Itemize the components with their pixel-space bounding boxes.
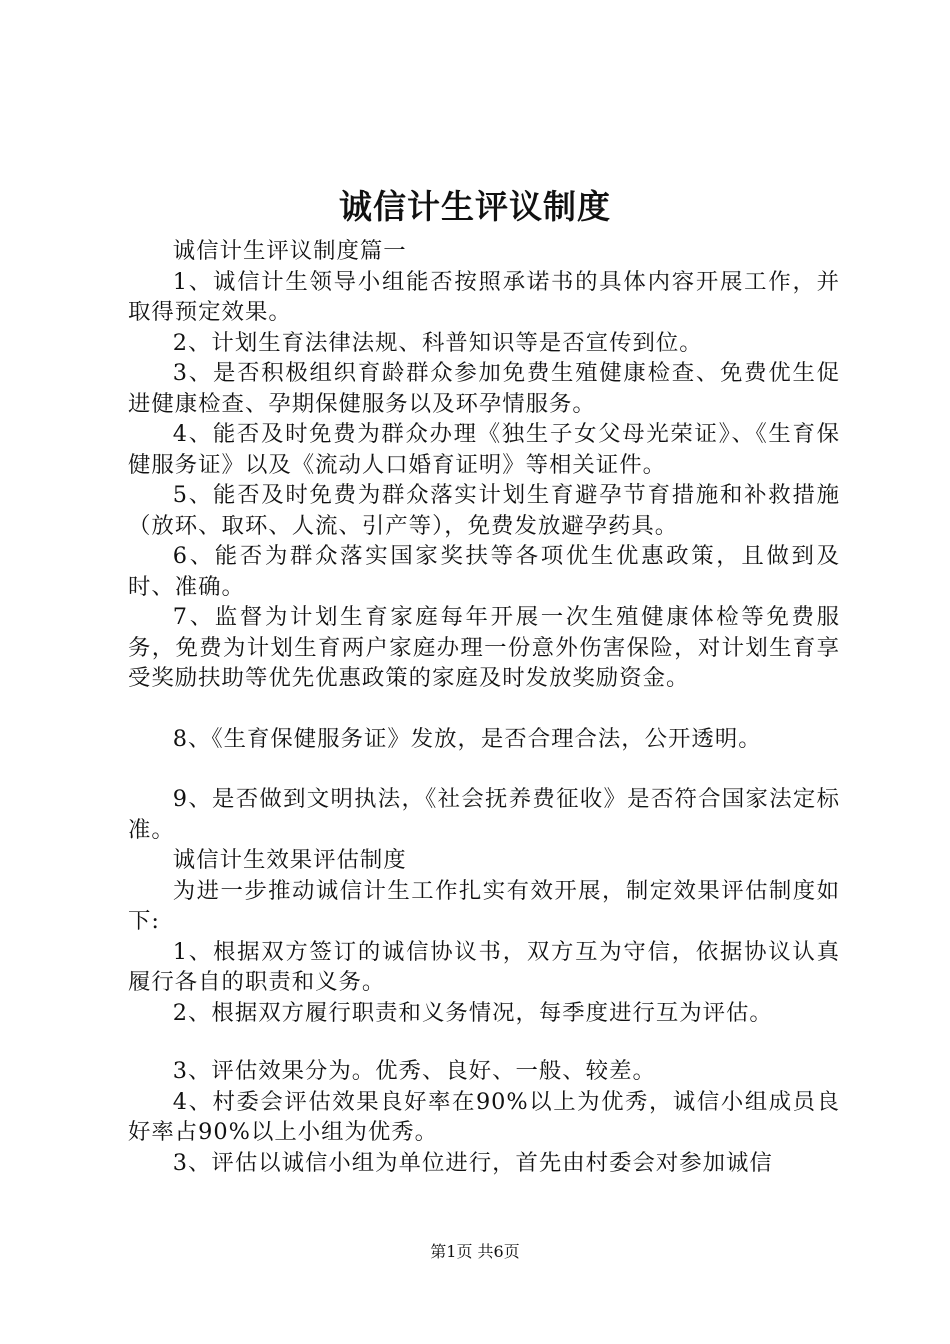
page-footer: 第1页 共6页 bbox=[430, 1242, 520, 1261]
paragraph: 7、监督为计划生育家庭每年开展一次生殖健康体检等免费服务，免费为计划生育两户家庭办理一份意外伤害保险，对计划生育享受奖励扶助等优先优惠政策的家庭及时发放奖励资金。 bbox=[128, 604, 840, 691]
paragraph: 8、《生育保健服务证》发放，是否合理合法，公开透明。 bbox=[172, 725, 762, 752]
page-title: 诚信计生评议制度 bbox=[339, 187, 611, 226]
document-body bbox=[128, 236, 840, 1178]
paragraph: 5、能否及时免费为群众落实计划生育避孕节育措施和补救措施（放环、取环、人流、引产等），免费发放避孕药具。 bbox=[128, 482, 840, 539]
paragraph: 3、评估效果分为。优秀、良好、一般、较差。 bbox=[172, 1058, 656, 1084]
paragraph: 4、能否及时免费为群众办理《独生子女父母光荣证》、《生育保健服务证》以及《流动人口婚育证明》等相关证件。 bbox=[128, 421, 840, 478]
paragraph: 2、计划生育法律法规、科普知识等是否宣传到位。 bbox=[172, 329, 703, 356]
paragraph: 3、是否积极组织育龄群众参加免费生殖健康检查、免费优生促进健康检查、孕期保健服务以及环孕情服务。 bbox=[128, 360, 840, 417]
paragraph: 4、村委会评估效果良好率在90%以上为优秀，诚信小组成员良好率占90%以上小组为优秀。 bbox=[128, 1088, 840, 1145]
paragraph: 2、根据双方履行职责和义务情况，每季度进行互为评估。 bbox=[172, 999, 773, 1026]
paragraph: 1、诚信计生领导小组能否按照承诺书的具体内容开展工作，并取得预定效果。 bbox=[128, 268, 840, 325]
paragraph: 诚信计生评议制度篇一 bbox=[172, 238, 407, 264]
paragraph: 6、能否为群众落实国家奖扶等各项优生优惠政策，且做到及时、准确。 bbox=[128, 543, 840, 600]
paragraph: 诚信计生效果评估制度 bbox=[172, 847, 407, 873]
paragraph: 1、根据双方签订的诚信协议书，双方互为守信，依据协议认真履行各自的职责和义务。 bbox=[128, 938, 840, 995]
paragraph: 为进一步推动诚信计生工作扎实有效开展，制定效果评估制度如下: bbox=[128, 877, 840, 934]
paragraph: 3、评估以诚信小组为单位进行，首先由村委会对参加诚信 bbox=[172, 1149, 773, 1176]
paragraph: 9、是否做到文明执法，《社会抚养费征收》是否符合国家法定标准。 bbox=[128, 786, 840, 843]
